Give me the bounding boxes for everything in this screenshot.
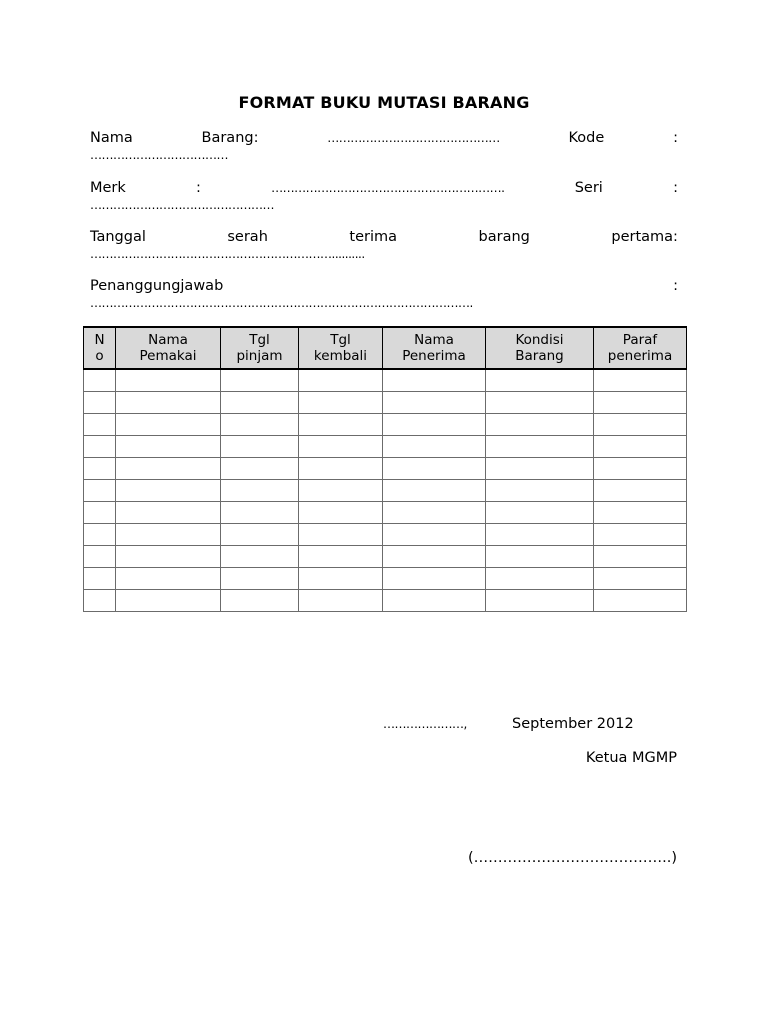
table-cell — [299, 369, 383, 392]
table-cell — [116, 369, 221, 392]
table-cell — [299, 546, 383, 568]
table-cell — [486, 392, 594, 414]
table-cell — [116, 414, 221, 436]
field-colon: : — [196, 180, 201, 196]
field-nama-barang — [90, 129, 678, 162]
table-cell — [116, 590, 221, 612]
field-label: serah — [227, 229, 268, 245]
field-label: pertama: — [611, 229, 678, 245]
table-cell — [486, 436, 594, 458]
table-row — [84, 524, 687, 546]
signature-date: September 2012 — [512, 716, 634, 732]
table-cell — [594, 369, 687, 392]
table-cell — [383, 502, 486, 524]
table-row — [84, 392, 687, 414]
table-cell — [84, 436, 116, 458]
table-cell — [299, 414, 383, 436]
table-header-row — [84, 327, 687, 369]
table-cell — [594, 392, 687, 414]
signature-name-blank: (…………………………………..) — [467, 850, 677, 866]
table-cell — [116, 568, 221, 590]
table-cell — [486, 414, 594, 436]
table-cell — [594, 590, 687, 612]
header-tgl-kembali: Tgl kembali — [299, 327, 383, 369]
table-cell — [383, 414, 486, 436]
table-row — [84, 480, 687, 502]
table-cell — [221, 568, 299, 590]
table-cell — [221, 436, 299, 458]
table-cell — [84, 480, 116, 502]
field-penanggungjawab — [90, 277, 678, 310]
field-colon: : — [673, 180, 678, 196]
field-colon: : — [673, 278, 678, 294]
table-cell — [116, 502, 221, 524]
table-cell — [594, 502, 687, 524]
table-cell — [594, 458, 687, 480]
field-label: Merk — [90, 180, 126, 196]
header-paraf-penerima: Paraf penerima — [594, 327, 687, 369]
fill-dots-continuation: ………………………………………………………………………………………. — [90, 296, 473, 310]
table-cell — [299, 568, 383, 590]
header-tgl-pinjam: Tgl pinjam — [221, 327, 299, 369]
table-cell — [221, 480, 299, 502]
table-cell — [299, 502, 383, 524]
table-cell — [383, 590, 486, 612]
header-nama-penerima: Nama Penerima — [383, 327, 486, 369]
table-cell — [383, 524, 486, 546]
fill-dots: ……………………………………………………. — [271, 181, 505, 195]
table-row — [84, 369, 687, 392]
field-label: Barang: — [201, 130, 259, 146]
table-cell — [84, 502, 116, 524]
table-cell — [116, 458, 221, 480]
table-cell — [383, 458, 486, 480]
table-cell — [299, 480, 383, 502]
table-cell — [221, 502, 299, 524]
table-row — [84, 590, 687, 612]
table-cell — [486, 590, 594, 612]
table-cell — [116, 524, 221, 546]
table-cell — [299, 524, 383, 546]
table-cell — [486, 568, 594, 590]
signature-position: Ketua MGMP — [585, 750, 677, 766]
table-cell — [221, 458, 299, 480]
table-cell — [383, 436, 486, 458]
field-tanggal-serah-terima — [90, 228, 678, 261]
table-cell — [383, 568, 486, 590]
header-kondisi-barang: Kondisi Barang — [486, 327, 594, 369]
fill-dots-continuation: ……………………………… — [90, 148, 228, 162]
table-cell — [221, 524, 299, 546]
table-cell — [84, 458, 116, 480]
table-cell — [84, 590, 116, 612]
table-cell — [486, 480, 594, 502]
table-row — [84, 458, 687, 480]
table-cell — [486, 369, 594, 392]
table-cell — [84, 392, 116, 414]
table-cell — [299, 392, 383, 414]
table-cell — [594, 414, 687, 436]
table-cell — [299, 590, 383, 612]
table-cell — [594, 480, 687, 502]
fill-dots-continuation: ………………………………………… — [90, 198, 274, 212]
field-merk — [90, 179, 678, 212]
table-cell — [221, 369, 299, 392]
table-cell — [486, 524, 594, 546]
field-label: Tanggal — [90, 229, 146, 245]
mutation-table — [83, 326, 687, 612]
table-row — [84, 436, 687, 458]
table-cell — [84, 546, 116, 568]
table-cell — [299, 458, 383, 480]
table-cell — [383, 480, 486, 502]
table-cell — [299, 436, 383, 458]
header-nama-pemakai: Nama Pemakai — [116, 327, 221, 369]
table-row — [84, 414, 687, 436]
signature-place-date — [383, 716, 634, 732]
table-row — [84, 546, 687, 568]
field-label: barang — [478, 229, 530, 245]
table-cell — [84, 568, 116, 590]
table-cell — [383, 369, 486, 392]
fill-dots-continuation: ……………………………………………………….......... — [90, 247, 365, 261]
field-label: Seri — [574, 180, 603, 196]
place-dots: …………………, — [383, 717, 467, 731]
field-colon: : — [673, 130, 678, 146]
table-cell — [594, 546, 687, 568]
fill-dots: ……………………………………… — [327, 131, 500, 145]
table-body — [84, 369, 687, 612]
field-label: Penanggungjawab — [90, 278, 224, 294]
table-row — [84, 568, 687, 590]
table-cell — [383, 392, 486, 414]
table-cell — [486, 546, 594, 568]
table-cell — [116, 392, 221, 414]
table-cell — [116, 546, 221, 568]
document-title: FORMAT BUKU MUTASI BARANG — [238, 93, 530, 112]
table-row — [84, 502, 687, 524]
field-label: terima — [349, 229, 398, 245]
table-cell — [221, 392, 299, 414]
header-no: N o — [84, 327, 116, 369]
table-cell — [84, 524, 116, 546]
field-label: Kode — [568, 130, 605, 146]
table-cell — [221, 414, 299, 436]
field-label: Nama — [90, 130, 133, 146]
table-cell — [221, 590, 299, 612]
table-cell — [486, 458, 594, 480]
table-cell — [84, 369, 116, 392]
table-cell — [116, 480, 221, 502]
table-cell — [594, 568, 687, 590]
table-cell — [84, 414, 116, 436]
table-cell — [116, 436, 221, 458]
table-cell — [221, 546, 299, 568]
table-cell — [383, 546, 486, 568]
table-cell — [594, 436, 687, 458]
table-cell — [594, 524, 687, 546]
table-cell — [486, 502, 594, 524]
